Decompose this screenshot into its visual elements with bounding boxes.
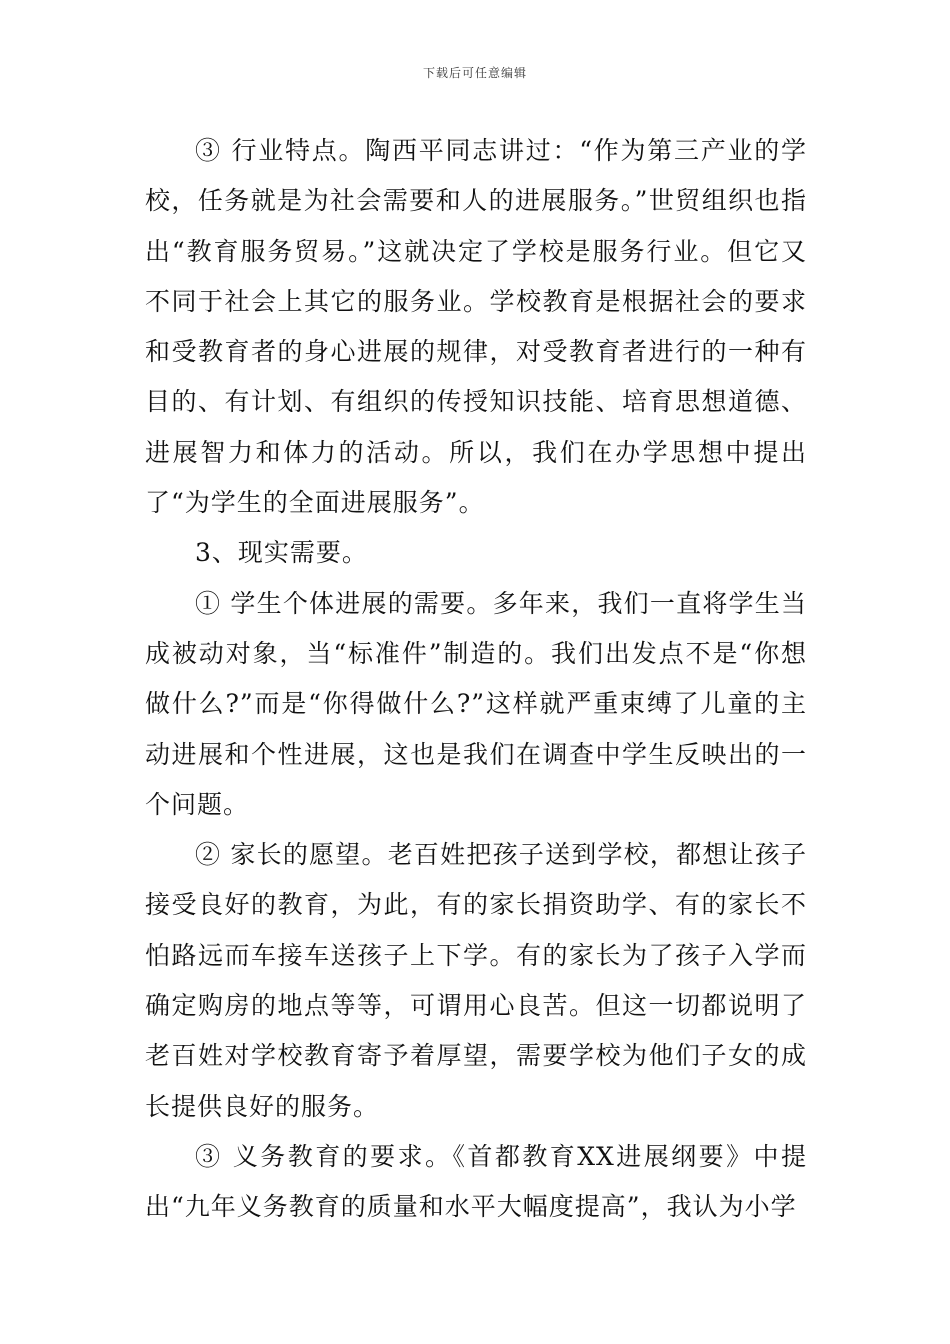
paragraph-parents-wishes: ② 家长的愿望。老百姓把孩子送到学校，都想让孩子接受良好的教育，为此，有的家长捐资助学、有的家长不怕路远而车接车送孩子上下学。有的家长为了孩子入学而确定购房的地点等等，可谓用心良苦。但这一切都说明了老百姓对学校教育寄予着厚望，需要学校为他们子女的成长提供良好的服务。: [145, 840, 807, 1121]
paragraph-compulsory-education-requirements: ③ 义务教育的要求。《首都教育XX进展纲要》中提出“九年义务教育的质量和水平大幅度提高”，我认为小学: [145, 1141, 807, 1222]
document-body: [145, 126, 807, 1233]
paragraph-industry-characteristics: ③ 行业特点。陶西平同志讲过：“作为第三产业的学校，任务就是为社会需要和人的进展服务。”世贸组织也指出“教育服务贸易。”这就决定了学校是服务行业。但它又不同于社会上其它的服务业。学校教育是根据社会的要求和受教育者的身心进展的规律，对受教育者进行的一种有目的、有计划、有组织的传授知识技能、培育思想道德、进展智力和体力的活动。所以，我们在办学思想中提出了“为学生的全面进展服务”。: [145, 136, 807, 518]
paragraph-student-development-needs: ① 学生个体进展的需要。多年来，我们一直将学生当成被动对象，当“标准件”制造的。我们出发点不是“你想做什么?”而是“你得做什么?”这样就严重束缚了儿童的主动进展和个性进展，这也是我们在调查中学生反映出的一个问题。: [145, 588, 807, 819]
page-header-note: 下载后可任意编辑: [422, 66, 527, 80]
paragraph-section-heading-realistic-needs: 3、现实需要。: [195, 538, 368, 568]
